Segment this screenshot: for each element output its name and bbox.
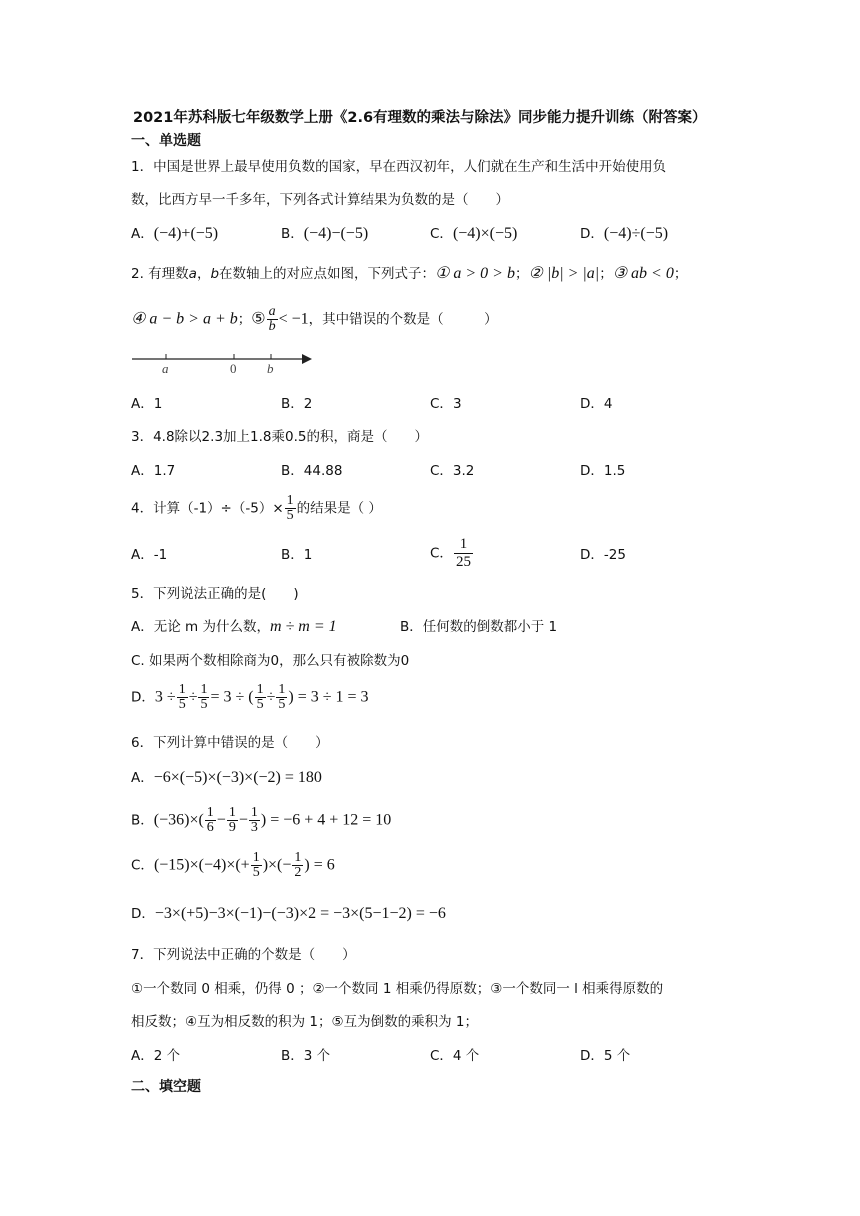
fraction-numerator: 1	[256, 682, 264, 697]
fraction-denominator: 6	[206, 820, 214, 835]
fraction-numerator: 1	[250, 805, 258, 820]
option-math: (−4)−(−5)	[303, 225, 369, 242]
q7-option-c: C．4 个	[430, 1048, 480, 1064]
option-math: −3×(+5)−3×(−1)−(−3)×2 = −3×(5−1−2) = −6	[154, 905, 446, 922]
q6-option-a	[131, 768, 322, 788]
q5-option-d	[131, 683, 369, 712]
option-label: D．	[580, 396, 604, 412]
option-math: (−4)÷(−5)	[603, 225, 669, 242]
math-part: (−36)×(	[153, 811, 204, 829]
q5-option-b: B．任何数的倒数都小于 1	[400, 619, 558, 635]
q6-option-c	[131, 851, 335, 880]
fraction-denominator: 5	[278, 697, 286, 712]
option-label: D．	[131, 906, 155, 922]
q1-stem-line2: 数，比西方早一千多年，下列各式计算结果为负数的是（ ）	[131, 192, 509, 208]
q2-expr-4: ④ a − b > a + b	[131, 310, 238, 328]
q2-prefix: 2. 有理数	[131, 266, 189, 282]
fraction-denominator: 5	[286, 508, 294, 523]
fraction-numerator: 1	[286, 493, 294, 508]
q1-option-b	[281, 224, 368, 244]
fraction-numerator: 1	[278, 682, 286, 697]
q3-option-a: A．1.7	[131, 463, 176, 479]
q4-option-a: A．-1	[131, 547, 168, 563]
math-part: = 3 ÷ (	[210, 688, 254, 706]
q2-expr-1: ① a > 0 > b	[435, 265, 515, 282]
option-label: B．	[281, 226, 304, 242]
axis-label-b: b	[267, 361, 274, 376]
option-label: B．	[131, 812, 154, 829]
math-part: )×(−	[262, 856, 292, 874]
math-part: 3 ÷	[154, 688, 176, 706]
fraction-denominator: 5	[252, 865, 260, 880]
q7-option-b: B．3 个	[281, 1048, 331, 1064]
fraction-denominator: 5	[178, 697, 186, 712]
math-part: ÷	[266, 688, 276, 706]
fraction-denominator: 25	[455, 554, 471, 570]
fraction-denominator: 5	[256, 697, 264, 712]
fraction	[205, 806, 216, 835]
option-label: A．	[131, 226, 154, 242]
q5-stem: 5．下列说法正确的是( )	[131, 586, 299, 602]
q2-stem-line1: 2. 有理数a，b在数轴上的对应点如图，下列式子：① a > 0 > b；② |b| > |a|；③ ab < 0；	[131, 265, 688, 282]
q1-option-a	[131, 224, 218, 244]
q2-expr-3: ③ ab < 0	[612, 265, 674, 282]
q2-expr-5-rel: < −1	[278, 310, 309, 328]
q7-stem: 7．下列说法中正确的个数是（ ）	[131, 947, 356, 963]
q6-option-b	[131, 806, 391, 835]
q2-option-d	[580, 394, 613, 414]
q4-stem	[131, 494, 382, 523]
fraction	[227, 806, 238, 835]
var-b: b	[210, 266, 220, 282]
option-label: B．	[281, 396, 304, 412]
q1-option-c	[430, 224, 517, 244]
q7-statements-line1: ①一个数同 0 相乘，仍得 0 ；②一个数同 1 相乘仍得原数；③一个数同一 l 相乘得原数的	[131, 981, 664, 997]
fraction-numerator: 1	[200, 682, 208, 697]
q3-option-b: B．44.88	[281, 463, 343, 479]
fraction-denominator: 3	[250, 820, 258, 835]
fraction-denominator: 5	[200, 697, 208, 712]
q4-option-c	[430, 536, 474, 571]
var-a: a	[188, 266, 197, 282]
axis-label-zero: 0	[230, 361, 237, 376]
axis-label-a: a	[162, 361, 169, 376]
q3-option-d: D．1.5	[580, 463, 626, 479]
q2-option-c	[430, 394, 462, 414]
q4-option-b: B．1	[281, 547, 313, 563]
fraction-denominator: 2	[294, 865, 302, 880]
math-part: ) = −6 + 4 + 12 = 10	[260, 811, 392, 829]
q2-stem-line2: ④ a − b > a + b；⑤ $\frac{a}{b}$ < −1，其中错误的个数是（ ）	[131, 304, 498, 334]
q7-option-a: A．2 个	[131, 1048, 181, 1064]
q4-fraction	[285, 494, 296, 523]
q6-option-d	[131, 904, 446, 924]
fraction	[251, 851, 262, 880]
fraction-numerator: 1	[252, 850, 260, 865]
math-part: (−15)×(−4)×(+	[153, 856, 250, 874]
option-label: C．	[430, 226, 453, 242]
option-value: 1	[153, 396, 163, 412]
option-math: m ÷ m = 1	[269, 618, 337, 635]
fraction	[249, 806, 260, 835]
fraction	[292, 851, 303, 880]
q1-stem-line1: 1．中国是世界上最早使用负数的国家，早在西汉初年，人们就在生产和生活中开始使用负	[131, 159, 667, 175]
fraction-numerator: a	[268, 304, 276, 319]
option-value: 4	[603, 396, 613, 412]
q2-expr-2: ② |b| > |a|	[528, 265, 600, 282]
section-heading-single-choice: 一、单选题	[131, 133, 201, 149]
option-label: A．	[131, 396, 154, 412]
math-part: ÷	[188, 688, 198, 706]
q2-mid: 在数轴上的对应点如图，下列式子：	[219, 266, 436, 282]
arrow-head-icon	[302, 354, 312, 364]
option-math: (−4)+(−5)	[153, 225, 219, 242]
option-label: C．	[430, 396, 453, 412]
math-part: ) = 6	[304, 856, 335, 874]
q4-option-d: D．-25	[580, 547, 626, 563]
option-label: A．	[131, 770, 154, 786]
q2-expr-5-mark: ⑤	[251, 310, 266, 328]
q6-stem: 6．下列计算中错误的是（ ）	[131, 735, 329, 751]
option-value: 2	[303, 396, 313, 412]
fraction	[177, 683, 188, 712]
q7-option-d: D．5 个	[580, 1048, 631, 1064]
q5-option-a	[131, 617, 337, 637]
q2-option-b	[281, 394, 312, 414]
q4-stem-pre: 4．计算（-1）÷（-5）×	[131, 500, 284, 517]
fraction-denominator: b	[268, 319, 276, 334]
math-part: ) = 3 ÷ 1 = 3	[288, 688, 369, 706]
q4-stem-post: 的结果是（ ）	[296, 500, 382, 517]
fraction-numerator: 1	[294, 850, 302, 865]
q5-option-c: C. 如果两个数相除商为0，那么只有被除数为0	[131, 653, 410, 669]
option-label: C．	[131, 857, 154, 874]
q1-option-d	[580, 224, 668, 244]
option-math: −6×(−5)×(−3)×(−2) = 180	[153, 769, 322, 786]
number-line-figure	[128, 348, 318, 376]
option-label: A．无论 m 为什么数，	[131, 619, 270, 635]
option-label: D．	[580, 226, 604, 242]
q2-option-a	[131, 394, 162, 414]
fraction	[198, 683, 209, 712]
minus-sign: −	[238, 811, 248, 829]
option-value: 3	[452, 396, 462, 412]
fraction-numerator: 1	[228, 805, 236, 820]
q2-expr-5-fraction	[267, 305, 278, 334]
document-title: 2021年苏科版七年级数学上册《2.6有理数的乘法与除法》同步能力提升训练（附答案）	[133, 110, 707, 126]
fraction-denominator: 9	[228, 820, 236, 835]
fraction	[255, 683, 266, 712]
q3-stem: 3．4.8除以2.3加上1.8乘0.5的积，商是（ ）	[131, 429, 428, 445]
option-label: D．	[131, 689, 155, 706]
q3-option-c: C．3.2	[430, 463, 475, 479]
option-math: (−4)×(−5)	[452, 225, 518, 242]
q2-tail: ，其中错误的个数是（ ）	[308, 311, 498, 328]
q7-statements-line2: 相反数；④互为相反数的积为 1；⑤互为倒数的乘积为 1；	[131, 1014, 478, 1030]
fraction-numerator: 1	[206, 805, 214, 820]
fraction	[276, 683, 287, 712]
fraction-numerator: 1	[178, 682, 186, 697]
fraction-numerator: 1	[454, 536, 473, 554]
minus-sign: −	[216, 811, 226, 829]
option-label: C．	[430, 545, 453, 562]
comma: ，	[196, 266, 211, 282]
section-heading-fill-in: 二、填空题	[131, 1079, 201, 1095]
q4-c-fraction	[454, 536, 473, 571]
